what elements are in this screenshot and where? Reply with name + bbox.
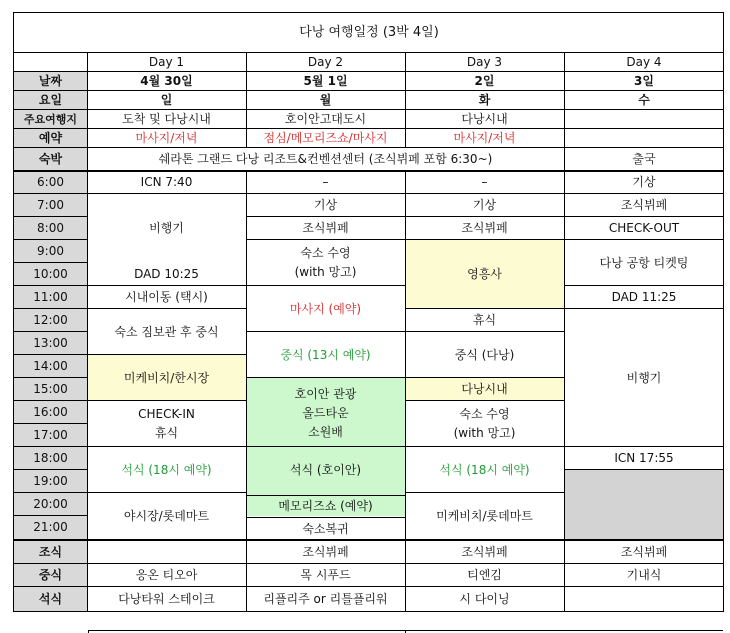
d3-pool-sub: (with 망고)	[453, 426, 516, 440]
time-0900: 9:00	[14, 240, 87, 263]
weekday-label: 요일	[14, 91, 87, 110]
rule	[246, 331, 405, 332]
rule	[13, 52, 724, 53]
time-1900: 19:00	[14, 470, 87, 493]
time-0600: 6:00	[14, 171, 87, 194]
rule	[564, 469, 724, 470]
meal-lunch-day4: 기내식	[626, 568, 662, 582]
d2-dinner: 석식 (호이안)	[289, 462, 362, 477]
meal-dinner-label: 석식	[14, 587, 87, 611]
d3-temple: 영흥사	[405, 240, 564, 309]
rule	[13, 147, 724, 148]
d4-icn: ICN 17:55	[614, 451, 674, 465]
d3-night: 미케비치/롯데마트	[436, 508, 533, 523]
rule	[13, 71, 724, 72]
rule	[405, 400, 564, 401]
d1-night: 야시장/롯데마트	[123, 508, 210, 523]
time-1700: 17:00	[14, 424, 87, 447]
rule	[405, 446, 564, 447]
rule	[405, 216, 564, 217]
rule	[246, 446, 405, 447]
d3-breakfast: 조식뷔페	[461, 221, 508, 235]
frame-bottom	[13, 611, 724, 612]
d2-pool-sub: (with 망고)	[294, 265, 357, 279]
stay-day4: 출국	[632, 152, 656, 166]
meal-lunch-label: 중식	[14, 564, 87, 587]
meal-dinner-day1: 다낭타워 스테이크	[118, 591, 215, 606]
day-header-1: Day 1	[148, 55, 185, 69]
rule	[13, 446, 87, 447]
weekday-day2: 월	[319, 93, 332, 107]
date-day2: 5월 1일	[303, 74, 348, 88]
rule	[13, 563, 724, 564]
time-1200: 12:00	[14, 309, 87, 332]
d3-rest: 휴식	[472, 313, 497, 327]
rule	[13, 469, 87, 470]
day-header-3: Day 3	[466, 55, 503, 69]
main-destination-day4	[564, 110, 724, 129]
meal-breakfast-day4: 조식뷔페	[620, 545, 668, 559]
rule	[405, 331, 564, 332]
reservation-day2: 점심/메모리즈쇼/마사지	[263, 131, 388, 145]
d2-breakfast: 조식뷔페	[302, 221, 349, 235]
main-destination-day3: 다낭시내	[461, 112, 508, 126]
rule	[13, 539, 724, 541]
main-destination-label: 주요여행지	[14, 110, 87, 129]
meal-dinner-day2: 리플리주 or 리틀플리워	[263, 591, 388, 606]
d1-dad: DAD 10:25	[134, 267, 199, 281]
time-2000: 20:00	[14, 493, 87, 516]
d2-pool: 숙소 수영	[300, 246, 351, 260]
rule	[246, 495, 405, 496]
date-day4: 3일	[634, 74, 654, 88]
rule	[246, 377, 405, 378]
rule	[405, 239, 564, 240]
meal-dinner-day4	[564, 587, 724, 611]
col-divider	[246, 52, 247, 148]
rule	[87, 193, 246, 194]
rule	[87, 400, 246, 401]
time-1300: 13:00	[14, 332, 87, 355]
d3-dinner: 석식 (18시 예약)	[439, 462, 530, 477]
rule	[13, 193, 87, 194]
d1-checkin: CHECK-IN	[138, 407, 195, 421]
d1-beach: 미케비치/한시장	[87, 355, 246, 401]
reservation-day1: 마사지/저녁	[135, 131, 198, 145]
rule	[405, 492, 564, 493]
rule	[564, 285, 724, 286]
d4-dad: DAD 11:25	[611, 290, 677, 304]
rule	[246, 517, 405, 518]
meal-lunch-day2: 목 시푸드	[300, 568, 351, 582]
time-1800: 18:00	[14, 447, 87, 470]
rule	[13, 423, 87, 424]
d4-checkout: CHECK-OUT	[608, 221, 680, 235]
rule	[564, 193, 724, 194]
time-1600: 16:00	[14, 401, 87, 424]
col-divider	[87, 52, 88, 611]
rule	[13, 400, 87, 401]
d1-dinner: 석식 (18시 예약)	[121, 462, 212, 477]
date-day3: 2일	[474, 74, 495, 88]
d4-empty-block	[564, 470, 724, 539]
stay-label: 숙박	[14, 148, 87, 171]
rule	[246, 239, 405, 240]
rule	[246, 193, 405, 194]
meal-breakfast-day1	[87, 541, 246, 564]
d1-lunch: 숙소 짐보관 후 중식	[114, 324, 219, 339]
d2-hoian-tour: 호이안 관광	[294, 387, 357, 401]
time-0700: 7:00	[14, 194, 87, 217]
rule	[13, 216, 87, 217]
rule	[13, 354, 87, 355]
rule	[564, 239, 724, 240]
rule	[246, 216, 405, 217]
time-1500: 15:00	[14, 378, 87, 401]
col-divider	[246, 171, 247, 611]
weekday-day3: 화	[478, 93, 491, 107]
day-header-2: Day 2	[307, 55, 344, 69]
d2-lunch: 중식 (13시 예약)	[280, 347, 371, 362]
col-divider	[405, 52, 406, 148]
d2-old-town: 올드타운	[302, 406, 349, 420]
rule	[13, 308, 87, 309]
rule	[87, 354, 246, 355]
d3-lunch: 중식 (다낭)	[454, 347, 515, 362]
rule	[13, 377, 87, 378]
d1-icn: ICN 7:40	[140, 175, 193, 189]
reservation-label: 예약	[14, 129, 87, 148]
time-2100: 21:00	[14, 516, 87, 539]
d4-wake: 기상	[632, 175, 656, 189]
rule	[13, 239, 87, 240]
meal-breakfast-label: 조식	[14, 541, 87, 564]
rule	[87, 492, 246, 493]
d3-pool: 숙소 수영	[459, 407, 510, 421]
stay-hotel: 쉐라톤 그랜드 다낭 리조트&컨벤션센터 (조식뷔페 포함 6:30~)	[158, 152, 493, 166]
day-header-4: Day 4	[626, 55, 662, 69]
d2-dash: –	[322, 175, 329, 189]
rule	[87, 308, 246, 309]
rule	[564, 446, 724, 447]
date-label: 날짜	[14, 72, 87, 91]
meal-breakfast-day3: 조식뷔페	[461, 545, 508, 559]
frame-left	[13, 12, 14, 611]
d4-flight: 비행기	[626, 370, 662, 385]
rule	[87, 446, 246, 447]
frame-top	[13, 12, 724, 13]
rule	[13, 109, 724, 110]
rule	[13, 285, 87, 286]
frame-right	[723, 12, 724, 611]
rule	[13, 128, 724, 129]
rule	[13, 170, 724, 172]
d3-city: 다낭시내	[405, 378, 564, 401]
d1-flight: 비행기	[149, 221, 184, 235]
main-destination-day2: 호이안고대도시	[284, 112, 367, 126]
col-divider	[564, 52, 565, 611]
rule	[246, 285, 405, 286]
d2-wake: 기상	[313, 198, 338, 212]
d2-memories-show: 메모리즈쇼 (예약)	[278, 499, 373, 513]
rule	[405, 308, 564, 309]
meal-dinner-day3: 시 다이닝	[459, 591, 510, 606]
d3-wake: 기상	[472, 198, 497, 212]
rule	[405, 377, 564, 378]
weekday-day1: 일	[160, 93, 173, 107]
reservation-day4	[564, 129, 724, 148]
time-1400: 14:00	[14, 355, 87, 378]
weekday-day4: 수	[638, 93, 650, 107]
rule	[13, 331, 87, 332]
meal-lunch-day1: 응온 티오아	[135, 568, 198, 582]
d3-dash: –	[481, 175, 488, 189]
rule	[13, 515, 87, 516]
page-title: 다낭 여행일정 (3박 4일)	[299, 24, 439, 40]
meal-lunch-day3: 티엔김	[467, 568, 502, 582]
rule	[13, 586, 724, 587]
d1-rest: 휴식	[154, 426, 179, 440]
d1-taxi: 시내이동 (택시)	[125, 290, 208, 304]
rule	[564, 216, 724, 217]
rule	[564, 308, 724, 309]
meal-breakfast-day2: 조식뷔페	[302, 545, 349, 559]
reservation-day3: 마사지/저녁	[453, 131, 516, 145]
d2-wish-boat: 소원배	[308, 425, 343, 439]
d2-return-hotel: 숙소복귀	[302, 521, 349, 536]
d2-massage: 마사지 (예약)	[289, 301, 362, 316]
d4-breakfast: 조식뷔페	[620, 198, 668, 212]
col-divider	[405, 171, 406, 611]
d4-ticketing: 다낭 공항 티켓팅	[599, 255, 689, 270]
rule	[13, 90, 724, 91]
rule	[87, 285, 246, 286]
rule	[13, 492, 87, 493]
date-day1: 4월 30일	[140, 74, 193, 88]
rule	[13, 262, 87, 263]
rule	[405, 193, 564, 194]
time-1000: 10:00	[14, 263, 87, 286]
time-0800: 8:00	[14, 217, 87, 240]
time-1100: 11:00	[14, 286, 87, 309]
main-destination-day1: 도착 및 다낭시내	[122, 112, 211, 126]
